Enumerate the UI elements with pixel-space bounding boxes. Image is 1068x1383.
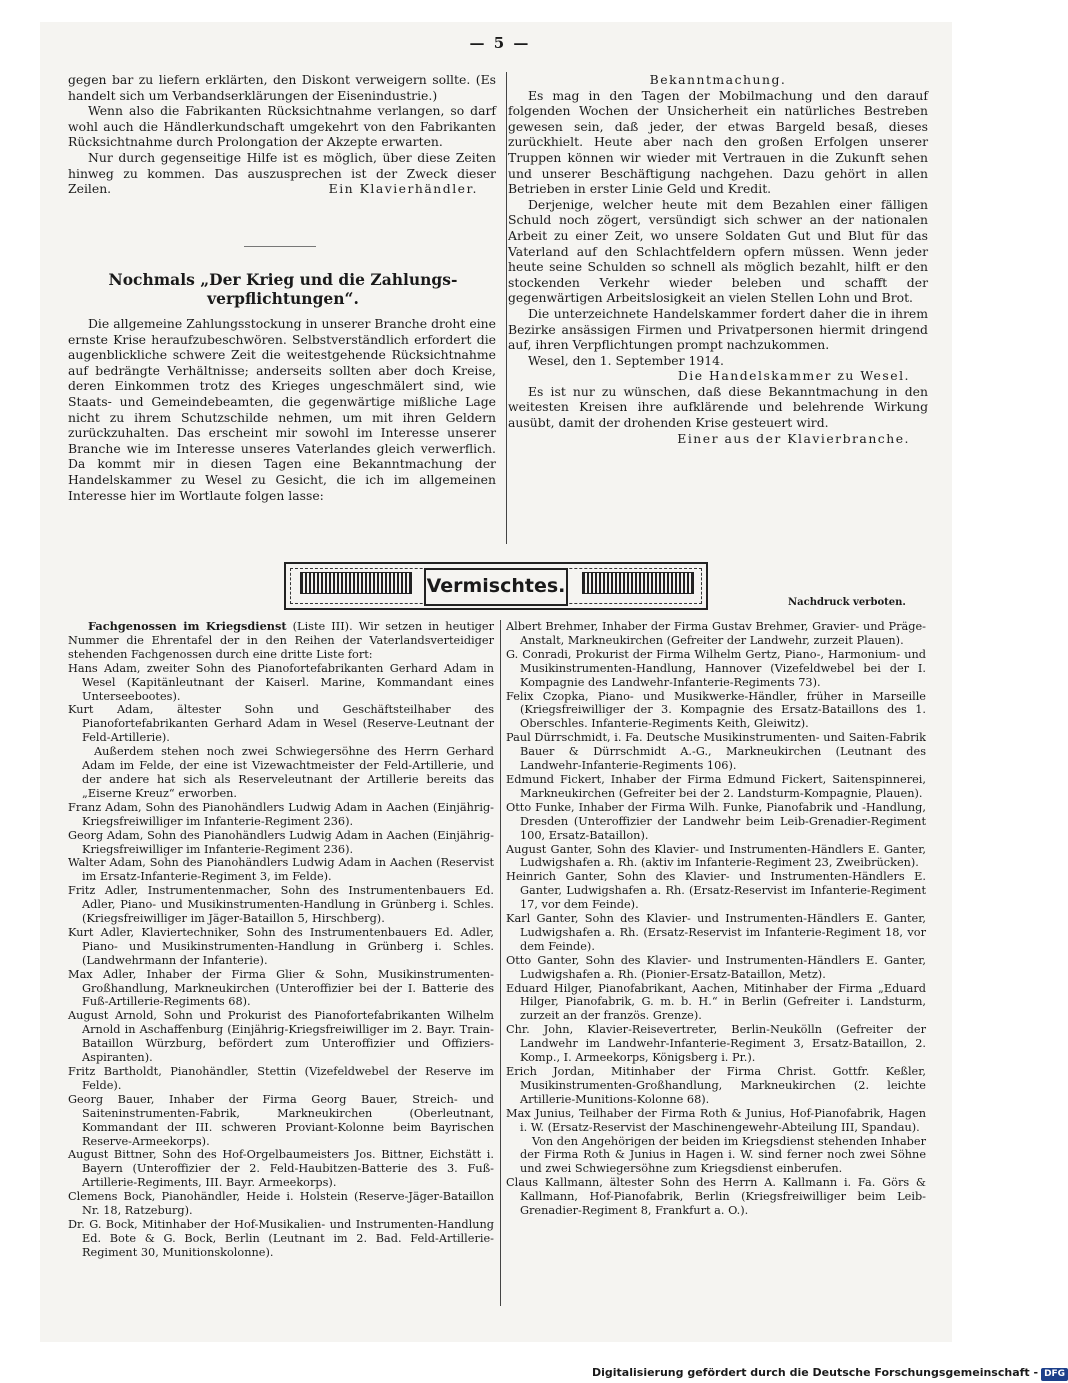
banner-ornament-right [582, 572, 694, 594]
list-item: Dr. G. Bock, Mitinhaber der Hof-Musikalien- und Instrumenten-Handlung Ed. Bote & G. Bock, Berlin (Leutnant im 2. Bad. Feld-Artillerie-Regiment 30, Munitionskolonne). [68, 1217, 494, 1259]
paragraph: Die unterzeichnete Handelskammer fordert daher die in ihrem Bezirke ansässigen Firmen und Privatpersonen hiermit dringend auf, ihren Verpflichtungen prompt nachzukommen. [508, 305, 928, 353]
page-number: — 5 — [469, 34, 531, 52]
left-top-column [68, 72, 496, 197]
vermischtes-left-column [68, 620, 494, 1260]
intro-paragraph [68, 620, 494, 662]
banner-ornament-left [300, 572, 412, 594]
column-divider [506, 72, 507, 544]
list-item: Claus Kallmann, ältester Sohn des Herrn A. Kallmann i. Fa. Görs & Kallmann, Hof-Pianofabrik, Berlin (Kriegsfreiwilliger beim Leib-Grenadier-Regiment 8, Frankfurt a. O.). [506, 1176, 926, 1218]
separator-rule [244, 246, 316, 247]
list-item: Clemens Bock, Pianohändler, Heide i. Holstein (Reserve-Jäger-Bataillon Nr. 18, Ratzeburg). [68, 1190, 494, 1218]
list-item: Kurt Adler, Klaviertechniker, Sohn des Instrumentenbauers Ed. Adler, Piano- und Musikinstrumenten-Handlung in Grünberg i. Schles. (Landwehrmann der Infanterie). [68, 925, 494, 967]
paragraph: Derjenige, welcher heute mit dem Bezahlen einer fälligen Schuld noch zögert, versündigt sich schwer an der nationalen Arbeit zu einer Zeit, wo unsere Soldaten Gut und Blut für das Vaterland auf den Schlachtfeldern opfern müssen. Wenn jeder heute seine Schulden so schnell als möglich bezahlt, hilft er den stockenden Verkehr wieder beleben und schafft der gegenwärtigen Arbeitslosigkeit an vielen Stellen Lohn und Brot. [508, 196, 928, 306]
list-item: Albert Brehmer, Inhaber der Firma Gustav Brehmer, Gravier- und Präge-Anstalt, Markneukirchen (Gefreiter der Landwehr, zurzeit Plauen). [506, 620, 926, 647]
list-item: Georg Adam, Sohn des Pianohändlers Ludwig Adam in Aachen (Einjährig-Kriegsfreiwilliger im Infanterie-Regiment 236). [68, 828, 494, 856]
list-item: Otto Funke, Inhaber der Firma Wilh. Funke, Pianofabrik und -Handlung, Dresden (Unteroffizier der Landwehr beim Leib-Grenadier-Regiment 100, Ersatz-Bataillon). [506, 800, 926, 842]
list-item: Außerdem stehen noch zwei Schwiegersöhne des Herrn Gerhard Adam im Felde, der eine ist Vizewachtmeister der Feld-Artillerie, und der andere hat sich als Reserveleutnant der Artillerie bereits das „Eiserne Kreuz“ erworben. [82, 745, 494, 800]
credit-text: Digitalisierung gefördert durch die Deutsche Forschungsgemeinschaft - [592, 1366, 1039, 1379]
list-item: Chr. John, Klavier-Reisevertreter, Berlin-Neukölln (Gefreiter der Landwehr im Landwehr-Infanterie-Regiment 3, Ersatz-Bataillon, 2. Komp., I. Armeekorps, Königsberg i. Pr.). [506, 1023, 926, 1065]
list-item: Heinrich Ganter, Sohn des Klavier- und Instrumenten-Händlers E. Ganter, Ludwigshafen a. Rh. (Ersatz-Reservist im Infanterie-Regiment 17, vor dem Feinde). [506, 870, 926, 912]
signer: Die Handelskammer zu Wesel. [677, 368, 910, 384]
digitization-credit [592, 1366, 1068, 1381]
list-item: Max Adler, Inhaber der Firma Glier & Sohn, Musikinstrumenten-Großhandlung, Markneukirchen (Unteroffizier bei der I. Batterie des Fuß-Artillerie-Regiments 68). [68, 967, 494, 1009]
announcement-title: Bekanntmachung. [649, 72, 787, 87]
reprint-note: Nachdruck verboten. [788, 597, 906, 608]
list-item: Fritz Adler, Instrumentenmacher, Sohn des Instrumentenbauers Ed. Adler, Piano- und Musikinstrumenten-Handlung in Grünberg i. Schles. (Kriegsfreiwilliger im Jäger-Bataillon 5, Hirschberg). [68, 884, 494, 926]
article-heading: Nochmals „Der Krieg und die Zahlungs-verpflichtungen“. [108, 270, 458, 308]
list-item: Von den Angehörigen der beiden im Kriegsdienst stehenden Inhaber der Firma Roth & Junius in Hagen i. W. sind ferner noch zwei Söhne und zwei Schwiegersöhne zum Kriegsdienst einberufen. [520, 1134, 926, 1176]
list-item: Eduard Hilger, Pianofabrikant, Aachen, Mitinhaber der Firma „Eduard Hilger, Pianofabrik, G. m. b. H.“ in Berlin (Gefreiter i. Landsturm, zurzeit an der französ. Grenze). [506, 981, 926, 1023]
list-item: Georg Bauer, Inhaber der Firma Georg Bauer, Streich- und Saiteninstrumenten-Fabrik, Markneukirchen (Oberleutnant, Kommandant der III. schweren Proviant-Kolonne beim Bayrischen Reserve-Armeekorps). [68, 1092, 494, 1148]
list-item: Max Junius, Teilhaber der Firma Roth & Junius, Hof-Pianofabrik, Hagen i. W. (Ersatz-Reservist der Maschinengewehr-Abteilung III, Spandau). [506, 1106, 926, 1134]
list-item: August Bittner, Sohn des Hof-Orgelbaumeisters Jos. Bittner, Eichstätt i. Bayern (Unteroffizier der 2. Feld-Haubitzen-Batterie des 3. Fuß-Artillerie-Regiments, III. Bayr. Armeekorps). [68, 1148, 494, 1190]
signature: Ein Klavierhändler. [328, 181, 478, 197]
list-item: August Arnold, Sohn und Prokurist des Pianofortefabrikanten Wilhelm Arnold in Aschaffenburg (Einjährig-Kriegsfreiwilliger im 2. Bayr. Train-Bataillon Würzburg, befördert zum Unteroffizier und Offiziers-Aspiranten). [68, 1009, 494, 1065]
paragraph: Die allgemeine Zahlungsstockung in unserer Branche droht eine ernste Krise heraufzubeschwören. Selbstverständlich erfordert die augenblickliche schwere Zeit die weitestgehende Rücksichtnahme auf bedrängte Verhältnisse; anderseits sollten aber doch Kreise, deren Einkommen trotz des Krieges ungeschmälert sind, wie Staats- und Gemeindebeamten, die gegenwärtige mißliche Lage nicht zu ihrem Schutzschilde nehmen, um mit ihren Geldern zurückzuhalten. Das erscheint mir sowohl im Interesse unserer Branche wie im Interesse unseres Vaterlandes gleich verwerflich. Da kommt mir in diesen Tagen eine Bekanntmachung der Handelskammer zu Wesel zu Gesicht, die ich im allgemeinen Interesse hier im Wortlaute folgen lasse: [68, 316, 496, 503]
paragraph: Es mag in den Tagen der Mobilmachung und den darauf folgenden Wochen der Unsicherheit ein natürliches Bestreben gewesen sein, daß jeder, der etwas Bargeld besaß, dieses zurückhielt. Heute aber nach den großen Erfolgen unserer Truppen können wir wieder mit Vertrauen in die Zukunft sehen und unserer Beschäftigung nachgehen. Dazu gehört in allen Betrieben in erster Linie Geld und Kredit. [508, 87, 928, 197]
list-item: Fritz Bartholdt, Pianohändler, Stettin (Vizefeldwebel der Reserve im Felde). [68, 1065, 494, 1092]
list-item: Kurt Adam, ältester Sohn und Geschäftsteilhaber des Pianofortefabrikanten Gerhard Adam in Wesel (Reserve-Leutnant der Feld-Artillerie). [68, 703, 494, 745]
vermischtes-right-column [506, 620, 926, 1218]
list-item: August Ganter, Sohn des Klavier- und Instrumenten-Händlers E. Ganter, Ludwigshafen a. Rh. (aktiv im Infanterie-Regiment 23, Zweibrücken). [506, 842, 926, 870]
list-item: Hans Adam, zweiter Sohn des Pianofortefabrikanten Gerhard Adam in Wesel (Kapitänleutnant der Kaiserl. Marine, Kommandant eines Unterseebootes). [68, 661, 494, 703]
signature: Einer aus der Klavierbranche. [677, 430, 910, 446]
intro-heading: Fachgenossen im Kriegsdienst [88, 619, 287, 633]
paragraph: Nur durch gegenseitige Hilfe ist es möglich, über diese Zeiten hinweg zu kommen. Das auszusprechen ist der Zweck dieser Zeilen. [68, 149, 496, 197]
list-item: Erich Jordan, Mitinhaber der Firma Christ. Gottfr. Keßler, Musikinstrumenten-Großhandlung, Markneukirchen (2. leichte Artillerie-Munitions-Kolonne 68). [506, 1065, 926, 1106]
date-line: Wesel, den 1. September 1914. [528, 352, 724, 368]
left-article-column [68, 316, 496, 503]
paragraph: gegen bar zu liefern erklärten, den Diskont verweigern sollte. (Es handelt sich um Verbandserklärungen der Eisenindustrie.) [68, 72, 496, 103]
list-item: Franz Adam, Sohn des Pianohändlers Ludwig Adam in Aachen (Einjährig-Kriegsfreiwilliger im Infanterie-Regiment 236). [68, 800, 494, 828]
paragraph: Es ist nur zu wünschen, daß diese Bekanntmachung in den weitesten Kreisen ihre aufklärende und belehrende Wirkung ausübt, damit der drohenden Krise gesteuert wird. [508, 383, 928, 431]
list-item: Felix Czopka, Piano- und Musikwerke-Händler, früher in Marseille (Kriegsfreiwilliger der 3. Kompagnie des Ersatz-Bataillons des 1. Oberschles. Infanterie-Regiments Keith, Gleiwitz). [506, 689, 926, 731]
right-top-column [508, 72, 928, 446]
list-item: Edmund Fickert, Inhaber der Firma Edmund Fickert, Saitenspinnerei, Markneukirchen (Gefreiter bei der 2. Landsturm-Kompagnie, Plauen). [506, 772, 926, 800]
list-item: Paul Dürrschmidt, i. Fa. Deutsche Musikinstrumenten- und Saiten-Fabrik Bauer & Dürrschmidt A.-G., Markneukirchen (Leutnant des Landwehr-Infanterie-Regiments 106). [506, 731, 926, 773]
paragraph: Wenn also die Fabrikanten Rücksichtnahme verlangen, so darf wohl auch die Händlerkundschaft umgekehrt von den Fabrikanten Rücksichtnahme durch Prolongation der Akzepte erwarten. [68, 103, 496, 150]
intro-text: (Liste III). Wir setzen in heutiger Nummer die Ehrentafel der in den Reihen der Vaterlandsverteidiger stehenden Fachgenossen durch eine dritte Liste fort: [68, 620, 494, 661]
list-item: Otto Ganter, Sohn des Klavier- und Instrumenten-Händlers E. Ganter, Ludwigshafen a. Rh. (Pionier-Ersatz-Bataillon, Metz). [506, 953, 926, 981]
dfg-logo: DFG [1041, 1368, 1068, 1381]
section-title: Vermischtes. [424, 568, 568, 606]
list-item: G. Conradi, Prokurist der Firma Wilhelm Gertz, Piano-, Harmonium- und Musikinstrumenten-Handlung, Hannover (Vizefeldwebel bei der I. Kompagnie des Landwehr-Infanterie-Regiments 73). [506, 647, 926, 689]
list-item: Karl Ganter, Sohn des Klavier- und Instrumenten-Händlers E. Ganter, Ludwigshafen a. Rh. (Ersatz-Reservist im Infanterie-Regiment 18, vor dem Feinde). [506, 912, 926, 953]
list-item: Walter Adam, Sohn des Pianohändlers Ludwig Adam in Aachen (Reservist im Ersatz-Infanterie-Regiment 3, im Felde). [68, 856, 494, 884]
column-divider [500, 620, 501, 1306]
section-banner [284, 562, 708, 610]
